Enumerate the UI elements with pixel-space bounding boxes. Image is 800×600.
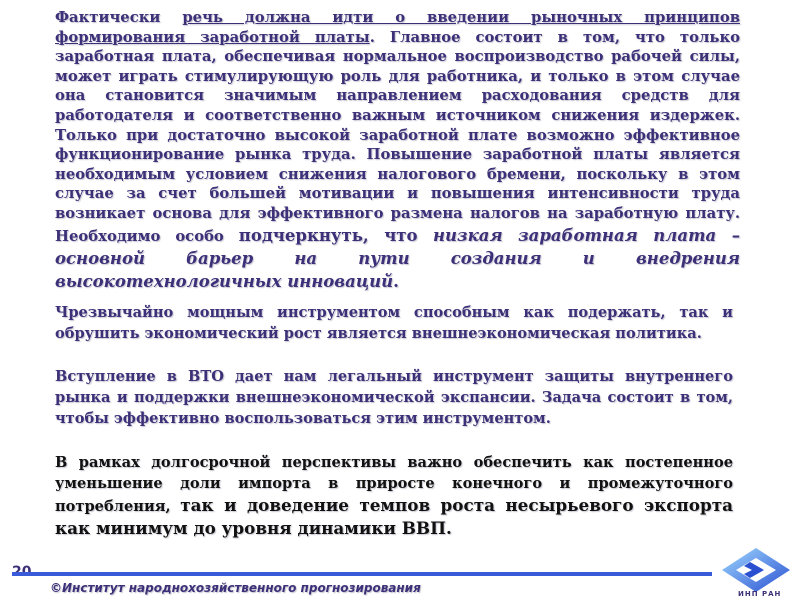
paragraph-foreign-policy: Чрезвычайно мощным инструментом способным как подержать, так и обрушить экономический рост является внешнеэкономическая политика. — [55, 304, 733, 342]
text-span-large: подчеркнуть, что — [238, 225, 434, 245]
footer-copyright: ©Институт народнохозяйственного прогнозирования — [50, 581, 421, 595]
logo-caption: ИНП РАН — [738, 590, 782, 598]
text-span: В рамках долгосрочной перспективы важно обеспечить как постепенное уменьшение доли импорта в приросте конечного и промежуточного потребления, — [55, 454, 733, 515]
text-span: Фактически — [55, 9, 183, 26]
paragraph-wto: Вступление в ВТО дает нам легальный инструмент защиты внутреннего рынка и поддержки внешнеэкономической экспансии. Задача состоит в том, чтобы эффективно воспользоваться этим инструментом. — [55, 368, 733, 427]
paragraph-long-term — [55, 452, 733, 540]
text-span-large: . — [393, 271, 399, 291]
underlined-phrase: речь должна идти о введении рыночных принципов формирования заработной платы — [55, 9, 740, 46]
italic-emphasis: низкая заработная плата – основной барьер на пути создания и внедрения высокотехнологичных инноваций — [55, 225, 740, 291]
text-span: . Главное состоит в том, что только заработная плата, обеспечивая нормальное воспроизводство рабочей силы, может играть стимулирующую роль для работника, и только в этом случае она становится значимым направлением расходования средств для работодателя и соответственно важным источником снижения издержек. Только при достаточно высокой заработной плате возможно эффективное функционирование рынка труда. Повышение заработной платы является необходимым условием снижения налогового бремени, поскольку в этом случае за счет большей мотивации и повышения интенсивности труда возникает основа для эффективного размена налогов на заработную плату. Необходимо особо — [55, 28, 740, 245]
text-span-large: так и доведение темпов роста несырьевого экспорта как минимум до уровня динамики ВВП. — [55, 495, 733, 538]
footer-divider — [12, 572, 712, 576]
paragraph-wages — [55, 8, 740, 293]
